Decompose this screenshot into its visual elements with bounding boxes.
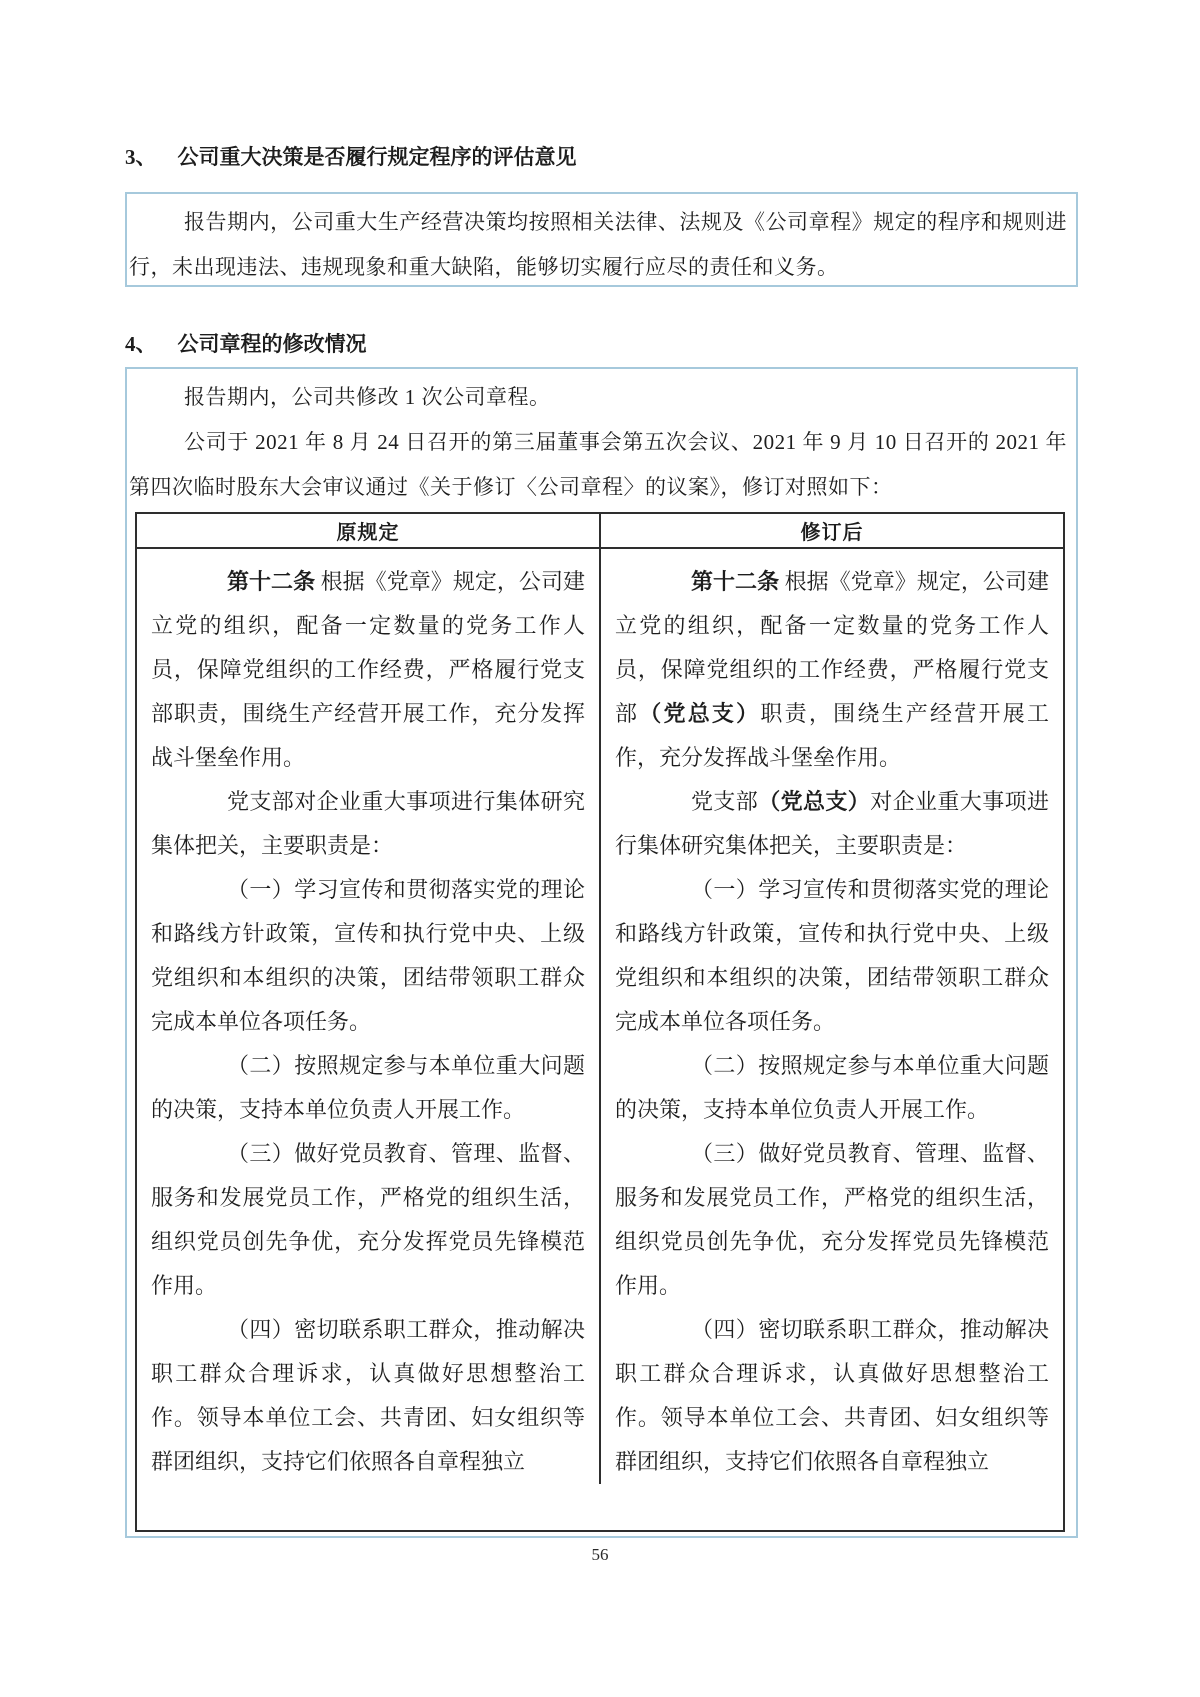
cell-paragraph: 党支部对企业重大事项进行集体研究集体把关，主要职责是：	[151, 789, 585, 858]
table-body-row	[137, 548, 1063, 1484]
cell-paragraph: （三）做好党员教育、管理、监督、服务和发展党员工作，严格党的组织生活，组织党员创先争优，充分发挥党员先锋模范作用。	[615, 1141, 1049, 1298]
section-4-title: 公司章程的修改情况	[177, 332, 367, 356]
cell-paragraph: （二）按照规定参与本单位重大问题的决策，支持本单位负责人开展工作。	[615, 1053, 1049, 1122]
cell-paragraph: （一）学习宣传和贯彻落实党的理论和路线方针政策，宣传和执行党中央、上级党组织和本组织的决策，团结带领职工群众完成本单位各项任务。	[151, 877, 585, 1034]
section-4-number: 4、	[125, 332, 157, 356]
section-3-text-box	[125, 192, 1078, 287]
cell-paragraph: 党支部（党总支）对企业重大事项进行集体研究集体把关，主要职责是：	[615, 789, 1049, 858]
section-4-paragraph-2: 公司于 2021 年 8 月 24 日召开的第三届董事会第五次会议、2021 年 9 月 10 日召开的 2021 年第四次临时股东大会审议通过《关于修订〈公司章程〉的议案》，修订对照如下：	[129, 430, 1067, 499]
section-3-title: 公司重大决策是否履行规定程序的评估意见	[177, 145, 577, 169]
section-3-number: 3、	[125, 145, 157, 169]
cell-paragraph: （二）按照规定参与本单位重大问题的决策，支持本单位负责人开展工作。	[151, 1053, 585, 1122]
section-3-body-paragraph: 报告期内，公司重大生产经营决策均按照相关法律、法规及《公司章程》规定的程序和规则进行，未出现违法、违规现象和重大缺陷，能够切实履行应尽的责任和义务。	[129, 210, 1067, 279]
cell-paragraph: （四）密切联系职工群众，推动解决职工群众合理诉求，认真做好思想整治工作。领导本单位工会、共青团、妇女组织等群团组织，支持它们依照各自章程独立	[151, 1317, 585, 1474]
section-4-paragraph-1: 报告期内，公司共修改 1 次公司章程。	[184, 385, 551, 409]
cell-paragraph: （四）密切联系职工群众，推动解决职工群众合理诉求，认真做好思想整治工作。领导本单位工会、共青团、妇女组织等群团组织，支持它们依照各自章程独立	[615, 1317, 1049, 1474]
cell-paragraph: 第十二条 根据《党章》规定，公司建立党的组织，配备一定数量的党务工作人员，保障党组织的工作经费，严格履行党支部职责，围绕生产经营开展工作，充分发挥战斗堡垒作用。	[151, 569, 585, 770]
section-4-text-box	[125, 367, 1078, 1538]
table-header-row	[137, 514, 1063, 548]
column-header-original: 原规定	[137, 514, 600, 548]
cell-paragraph: （三）做好党员教育、管理、监督、服务和发展党员工作，严格党的组织生活，组织党员创先争优，充分发挥党员先锋模范作用。	[151, 1141, 585, 1298]
column-header-revised: 修订后	[600, 514, 1063, 548]
page-number: 56	[591, 1545, 609, 1564]
section-3-heading	[125, 144, 1085, 170]
original-provision-cell	[137, 548, 600, 1484]
charter-amendment-table	[135, 512, 1065, 1532]
cell-paragraph: （一）学习宣传和贯彻落实党的理论和路线方针政策，宣传和执行党中央、上级党组织和本组织的决策，团结带领职工群众完成本单位各项任务。	[615, 877, 1049, 1034]
cell-paragraph: 第十二条 根据《党章》规定，公司建立党的组织，配备一定数量的党务工作人员，保障党组织的工作经费，严格履行党支部（党总支）职责，围绕生产经营开展工作，充分发挥战斗堡垒作用。	[615, 569, 1049, 770]
section-4-heading	[125, 331, 1085, 357]
revised-provision-cell	[600, 548, 1063, 1484]
